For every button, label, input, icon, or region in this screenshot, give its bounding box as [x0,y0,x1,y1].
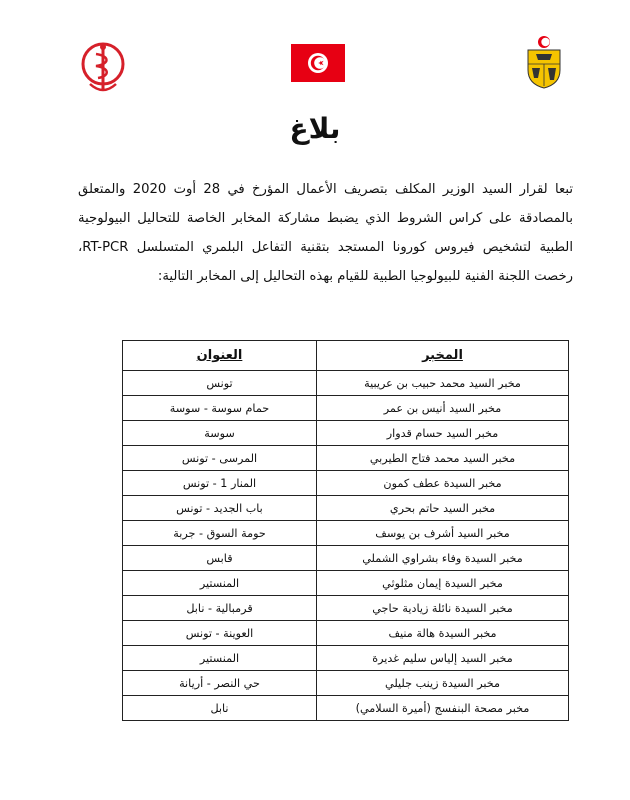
address-cell: سوسة [123,421,317,446]
address-cell: حومة السوق - جربة [123,521,317,546]
address-cell: العوينة - تونس [123,621,317,646]
lab-cell: مخبر السيدة وفاء بشراوي الشملي [317,546,569,571]
table-row [123,596,569,621]
table-row [123,696,569,721]
table-row [123,671,569,696]
lab-cell: مخبر السيدة هالة منيف [317,621,569,646]
lab-cell: مخبر السيد محمد فتاح الطيربي [317,446,569,471]
header-lab: المخبر [317,341,569,371]
announcement-text: تبعا لقرار السيد الوزير المكلف بتصريف الأعمال المؤرخ في 28 أوت 2020 والمتعلق بالمصادقة على كراس الشروط الذي يضبط مشاركة المخابر الخاصة للتحاليل البيولوجية الطبية لتشخيص فيروس كورونا المستجد بتقنية التفاعل البلمري المتسلسل RT-PCR، رخصت اللجنة الفنية للبيولوجيا الطبية للقيام بهذه التحاليل إلى المخابر التالية: [78,182,573,284]
address-cell: المنستير [123,646,317,671]
lab-cell: مخبر السيد محمد حبيب بن عريبية [317,371,569,396]
table-row [123,571,569,596]
table-row [123,646,569,671]
table-row [123,546,569,571]
address-cell: تونس [123,371,317,396]
labs-table [122,340,569,721]
table-row [123,421,569,446]
table-row [123,521,569,546]
page-title: بلاغ [289,112,341,145]
lab-cell: مخبر مصحة البنفسج (أميرة السلامي) [317,696,569,721]
address-cell: المنار 1 - تونس [123,471,317,496]
table-row [123,446,569,471]
lab-cell: مخبر السيد إلياس سليم غديرة [317,646,569,671]
table-row [123,471,569,496]
table-row [123,396,569,421]
lab-cell: مخبر السيد حاتم بحري [317,496,569,521]
announcement-paragraph [78,175,573,291]
lab-cell: مخبر السيد أنيس بن عمر [317,396,569,421]
address-cell: المنستير [123,571,317,596]
address-cell: قابس [123,546,317,571]
lab-cell: مخبر السيد حسام قدوار [317,421,569,446]
table-header-row [123,341,569,371]
tunisia-flag [291,44,345,82]
address-cell: حمام سوسة - سوسة [123,396,317,421]
lab-cell: مخبر السيدة زينب جليلي [317,671,569,696]
address-cell: قرمبالية - نابل [123,596,317,621]
lab-cell: مخبر السيدة عطف كمون [317,471,569,496]
header-address: العنوان [123,341,317,371]
address-cell: باب الجديد - تونس [123,496,317,521]
lab-cell: مخبر السيد أشرف بن يوسف [317,521,569,546]
tunisia-coat-of-arms [520,34,568,90]
address-cell: المرسى - تونس [123,446,317,471]
table-row [123,496,569,521]
table-row [123,371,569,396]
lab-cell: مخبر السيدة نائلة زيادية حاجي [317,596,569,621]
address-cell: نابل [123,696,317,721]
health-ministry-logo [80,38,126,98]
table-row [123,621,569,646]
lab-cell: مخبر السيدة إيمان مثلوثي [317,571,569,596]
address-cell: حي النصر - أريانة [123,671,317,696]
